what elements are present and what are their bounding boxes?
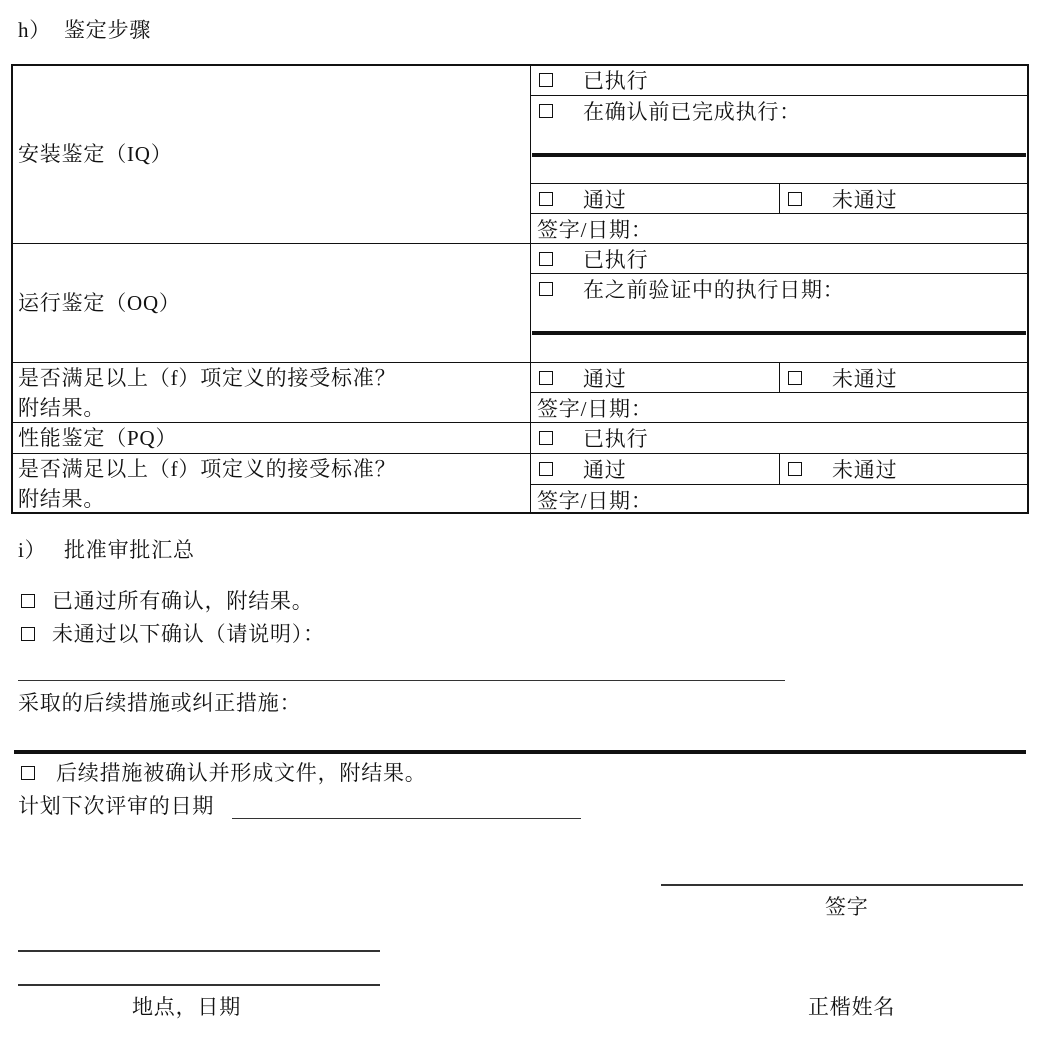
iq-completed-checkbox[interactable]	[539, 104, 553, 118]
not-passed-checkbox[interactable]	[21, 627, 35, 641]
oq-acceptance-cell	[11, 362, 530, 422]
oq-previous-date-cell	[530, 273, 1029, 362]
iq-pass-option	[531, 184, 779, 213]
printed-name-caption: 正楷姓名	[808, 995, 896, 1019]
qualification-table	[11, 64, 1029, 514]
section-i-heading	[18, 535, 195, 565]
pq-acceptance-pass-label: 通过	[583, 457, 627, 482]
oq-label: 运行鉴定（OQ）	[18, 291, 181, 315]
all-passed-checkbox[interactable]	[21, 594, 35, 608]
not-passed-explanation-field[interactable]	[18, 680, 785, 681]
section-i-marker: i）	[18, 538, 47, 562]
pq-acceptance-pass-cell	[530, 453, 779, 484]
next-review-date-field[interactable]	[232, 818, 581, 819]
all-passed-option	[21, 586, 314, 616]
iq-label-cell	[11, 64, 530, 243]
corrective-actions-row	[18, 688, 301, 718]
oq-acceptance-fail-cell	[779, 362, 1029, 392]
signature-field[interactable]	[661, 884, 1023, 886]
pq-acceptance-cell	[11, 453, 530, 514]
section-h-heading	[18, 15, 151, 45]
oq-previous-date-label: 在之前验证中的执行日期：	[583, 277, 845, 302]
iq-label: 安装鉴定（IQ）	[18, 142, 173, 166]
signature-caption: 签字	[825, 895, 869, 919]
oq-acceptance-fail-option	[780, 363, 1029, 392]
pq-executed-option	[531, 423, 1029, 452]
oq-acceptance-sign-date-label: 签字/日期：	[537, 396, 653, 421]
next-review-row	[18, 791, 214, 821]
pq-acceptance-fail-checkbox[interactable]	[788, 462, 802, 476]
pq-acceptance-pass-checkbox[interactable]	[539, 462, 553, 476]
next-review-date-label: 计划下次评审的日期	[18, 794, 215, 818]
printed-name-caption-row	[808, 992, 895, 1022]
pq-acceptance-fail-label: 未通过	[832, 457, 898, 482]
oq-acceptance-question: 是否满足以上（f）项定义的接受标准？	[18, 365, 397, 390]
oq-executed-option	[531, 244, 1029, 273]
iq-executed-label: 已执行	[583, 68, 649, 93]
place-date-caption: 地点，日期	[132, 995, 241, 1019]
oq-acceptance-note: 附结果。	[18, 395, 106, 420]
pq-acceptance-note: 附结果。	[18, 487, 106, 511]
oq-executed-checkbox[interactable]	[539, 252, 553, 266]
place-date-caption-row	[132, 992, 241, 1022]
iq-executed-checkbox[interactable]	[539, 73, 553, 87]
pq-executed-checkbox[interactable]	[539, 431, 553, 445]
pq-label-cell	[11, 422, 530, 453]
oq-previous-date-option	[531, 274, 1029, 303]
all-passed-label: 已通过所有确认，附结果。	[52, 589, 314, 613]
pq-acceptance-sign-date-label: 签字/日期：	[537, 488, 653, 513]
iq-completed-option	[531, 96, 1029, 125]
oq-executed-cell	[530, 243, 1029, 273]
oq-acceptance-pass-checkbox[interactable]	[539, 371, 553, 385]
pq-acceptance-fail-cell	[779, 453, 1029, 484]
oq-acceptance-fail-checkbox[interactable]	[788, 371, 802, 385]
iq-completed-field[interactable]	[532, 153, 1026, 157]
iq-sign-date-cell[interactable]	[530, 213, 1029, 243]
not-passed-label: 未通过以下确认（请说明）：	[52, 622, 325, 646]
iq-pass-label: 通过	[583, 187, 627, 212]
iq-completed-cell	[530, 95, 1029, 183]
iq-sign-date-label: 签字/日期：	[537, 217, 653, 242]
section-h-title: 鉴定步骤	[64, 18, 152, 42]
iq-fail-cell	[779, 183, 1029, 213]
corrective-actions-label: 采取的后续措施或纠正措施：	[18, 691, 302, 715]
oq-acceptance-sign-date-cell[interactable]	[530, 392, 1029, 422]
pq-acceptance-fail-option	[780, 454, 1029, 483]
iq-completed-label: 在确认前已完成执行：	[583, 99, 801, 124]
signature-caption-row	[825, 892, 869, 922]
iq-executed-cell	[530, 64, 1029, 95]
oq-previous-date-checkbox[interactable]	[539, 282, 553, 296]
pq-acceptance-pass-option	[531, 454, 779, 483]
oq-label-cell	[11, 243, 530, 362]
oq-acceptance-pass-cell	[530, 362, 779, 392]
iq-pass-cell	[530, 183, 779, 213]
oq-acceptance-pass-label: 通过	[583, 366, 627, 391]
oq-acceptance-fail-label: 未通过	[832, 366, 898, 391]
not-passed-option	[21, 619, 325, 649]
section-i-title: 批准审批汇总	[64, 538, 195, 562]
section-h-marker: h）	[18, 18, 52, 42]
iq-executed-option	[531, 65, 1029, 94]
oq-executed-label: 已执行	[583, 247, 649, 272]
pq-label: 性能鉴定（PQ）	[18, 426, 178, 450]
actions-confirmed-checkbox[interactable]	[21, 766, 35, 780]
iq-pass-checkbox[interactable]	[539, 192, 553, 206]
pq-acceptance-sign-date-cell[interactable]	[530, 484, 1029, 514]
place-date-field-1[interactable]	[18, 950, 380, 952]
place-date-field-2[interactable]	[18, 984, 380, 986]
oq-acceptance-pass-option	[531, 363, 779, 392]
iq-fail-label: 未通过	[832, 187, 898, 212]
actions-confirmed-option	[21, 758, 427, 788]
iq-fail-option	[780, 184, 1029, 213]
pq-acceptance-question: 是否满足以上（f）项定义的接受标准？	[18, 457, 397, 481]
iq-fail-checkbox[interactable]	[788, 192, 802, 206]
actions-confirmed-label: 后续措施被确认并形成文件，附结果。	[56, 761, 427, 785]
pq-executed-label: 已执行	[583, 426, 649, 451]
oq-previous-date-field[interactable]	[532, 331, 1026, 335]
corrective-actions-field[interactable]	[14, 750, 1026, 754]
pq-executed-cell	[530, 422, 1029, 453]
